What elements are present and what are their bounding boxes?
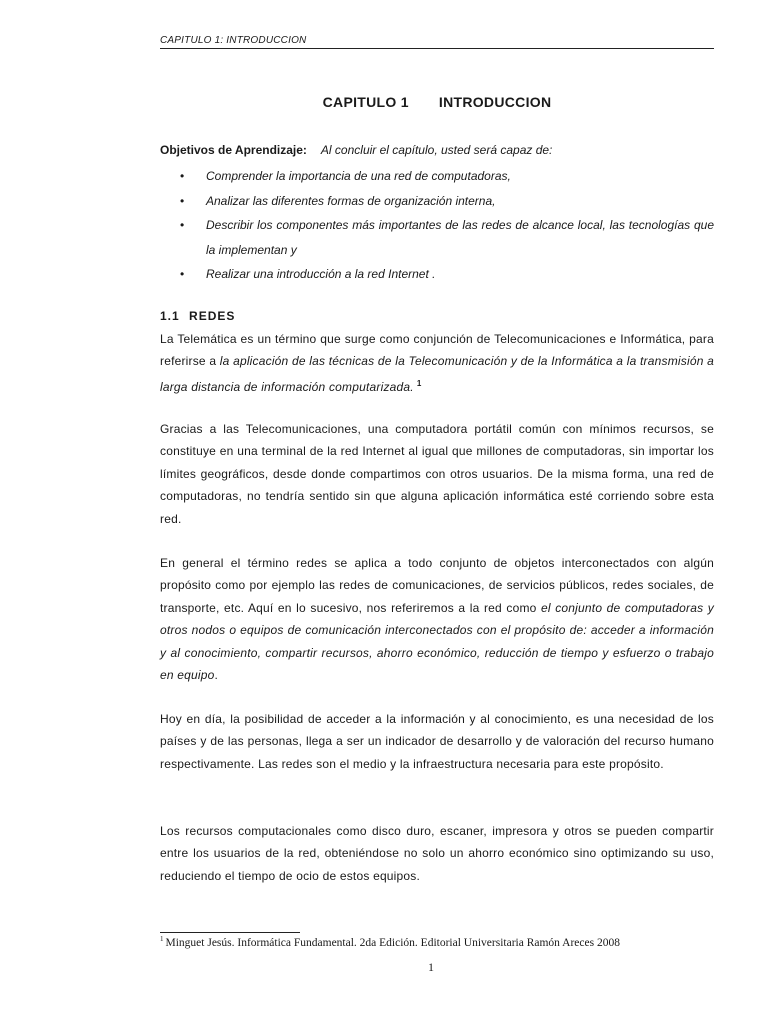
footnote-reference[interactable]: 1 xyxy=(416,378,422,388)
list-item xyxy=(160,213,714,262)
list-item-text: Realizar una introducción a la red Internet . xyxy=(206,267,436,281)
objectives-list xyxy=(160,164,714,287)
paragraph-text: La Telemática es un término que surge como conjunción de Telecomunicaciones e Informática, para referirse a xyxy=(160,332,714,369)
footnote xyxy=(160,935,720,949)
chapter-number: CAPITULO 1 xyxy=(322,94,409,110)
list-item-text: Analizar las diferentes formas de organización interna, xyxy=(206,193,496,208)
paragraph-emphasis: el conjunto de computadoras y otros nodos o equipos de comunicación interconectados con el propósito de: acceder a información y al conocimiento, compartir recursos, ahorro económico, reducción de tiempo y esfuerzo o trabajo en equipo xyxy=(160,600,714,683)
list-item-text: Comprender la importancia de una red de computadoras, xyxy=(206,169,511,183)
paragraph-emphasis: la aplicación de las técnicas de la Telecomunicación y de la Informática a la transmisión a larga distancia de información computarizada. xyxy=(160,354,714,394)
paragraph-telecomunicaciones: Gracias a las Telecomunicaciones, una computadora portátil común con mínimos recursos, se constituye en una terminal de la red Internet al igual que millones de computadoras, sin importar los límites geográficos, desde donde compartimos con otros usuarios. De la misma forma, una red de computadoras, no tendría sentido sin que alguna aplicación informática esté corriendo sobre esta red. xyxy=(160,422,714,526)
paragraph-redes-definicion xyxy=(160,552,714,686)
bullet-icon: • xyxy=(180,267,185,281)
bullet-icon: • xyxy=(180,193,185,208)
list-item xyxy=(160,164,714,189)
footnote-divider xyxy=(160,932,300,933)
bullet-icon: • xyxy=(180,218,185,232)
bullet-icon: • xyxy=(180,169,185,183)
running-header: CAPITULO 1: INTRODUCCION xyxy=(160,35,714,49)
section-heading xyxy=(160,309,235,323)
footnote-number: 1 xyxy=(160,935,164,943)
objectives-intro xyxy=(160,141,714,159)
page-number: 1 xyxy=(428,960,434,974)
list-item xyxy=(160,189,714,214)
list-item xyxy=(160,262,714,287)
paragraph-telematica xyxy=(160,328,714,398)
list-item-text: Describir los componentes más importantes de las redes de alcance local, las tecnologías que la implementan y xyxy=(206,218,714,257)
chapter-name: INTRODUCCION xyxy=(438,94,552,110)
section-number: 1.1 xyxy=(160,309,180,323)
paragraph-text: En general el término redes se aplica a todo conjunto de objetos interconectados con algún propósito como por ejemplo las redes de comunicaciones, de servicios públicos, redes sociales, de transporte, etc. Aquí en lo sucesivo, nos referiremos a la red como xyxy=(160,556,714,615)
objectives-lead: Al concluir el capítulo, usted será capaz de: xyxy=(320,143,553,157)
paragraph-text: . xyxy=(214,668,219,683)
section-title: REDES xyxy=(189,309,236,323)
paragraph-acceso-informacion: Hoy en día, la posibilidad de acceder a la información y al conocimiento, es una necesidad de los países y de las personas, llega a ser un indicador de desarrollo y de valoración del recurso humano respectivamente. Las redes son el medio y la infraestructura necesaria para este propósito. xyxy=(160,712,714,771)
paragraph-recursos: Los recursos computacionales como disco duro, escaner, impresora y otros se pueden compartir entre los usuarios de la red, obteniéndose no solo un ahorro económico sino optimizando su uso, reduciendo el tiempo de ocio de estos equipos. xyxy=(160,824,714,883)
footnote-text: Minguet Jesús. Informática Fundamental. 2da Edición. Editorial Universitaria Ramón Areces 2008 xyxy=(165,936,620,949)
objectives-label: Objetivos de Aprendizaje: xyxy=(160,143,307,157)
chapter-title xyxy=(0,94,768,110)
